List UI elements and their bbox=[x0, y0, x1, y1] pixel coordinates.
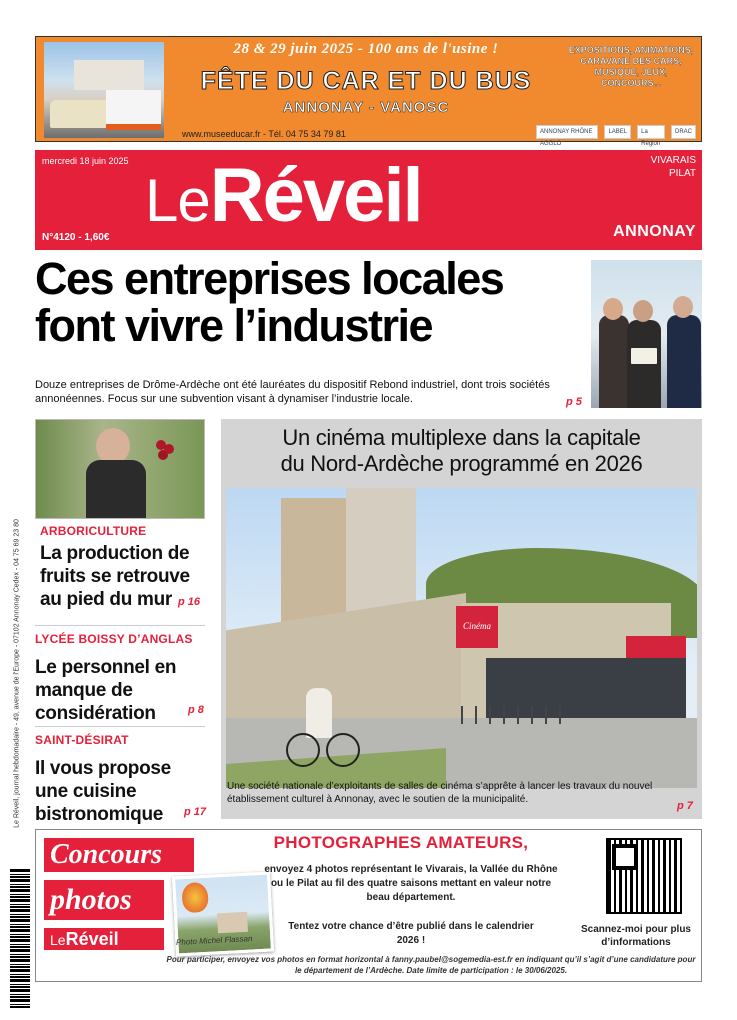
story-page-ref[interactable]: p 16 bbox=[178, 596, 201, 608]
story-headline[interactable]: La production de fruits se retrouve au pied du mur bbox=[40, 543, 190, 610]
cinema-headline bbox=[221, 425, 702, 477]
lead-headline-line1: Ces entreprises locales bbox=[35, 253, 504, 304]
cinema-caption: Une société nationale d’exploitants de salles de cinéma s’apprête à lancer les travaux du nouvel établissement culturel à Annonay, avec le soutien de la municipalité. bbox=[227, 781, 653, 805]
contest-title: PHOTOGRAPHES AMATEURS, bbox=[273, 833, 529, 852]
ad-city: ANNONAY - VANOSC bbox=[282, 99, 450, 116]
barcode bbox=[10, 868, 30, 1008]
award-photo bbox=[591, 260, 702, 408]
contest-rules: Pour participer, envoyez vos photos en format horizontal à fanny.paubel@sogemedia-est.fr en indiquant qu’il s’agit d’une candidature pour le département de l’Ardèche. Date limite de participation : le 30/06/2025. bbox=[166, 955, 696, 975]
contest-logo-photos: photos bbox=[44, 880, 164, 920]
cinema-story[interactable] bbox=[221, 419, 702, 819]
cinema-rendering: Cinéma bbox=[226, 488, 697, 788]
qr-code-icon[interactable] bbox=[606, 838, 682, 914]
region-vivarais: VIVARAIS bbox=[650, 155, 696, 166]
contest-logo-concours: Concours bbox=[44, 838, 194, 872]
publisher-info: Le Réveil, journal hebdomadaire - 49, avenue de l'Europe - 07102 Annonay Cedex - 04 75 69 23 80 bbox=[13, 519, 21, 828]
sponsor-logo: LABEL bbox=[604, 125, 631, 139]
divider bbox=[35, 726, 205, 727]
masthead bbox=[35, 150, 702, 250]
sponsor-logo: DRAC bbox=[671, 125, 696, 139]
logo-le: Le bbox=[50, 932, 66, 948]
lead-summary: Douze entreprises de Drôme-Ardèche ont été lauréates du dispositif Rebond industriel, dont trois sociétés annonéennes. Focus sur une subvention visant à dynamiser l’industrie locale. bbox=[35, 379, 550, 405]
story-page-ref[interactable]: p 8 bbox=[188, 704, 204, 716]
story-page-ref[interactable]: p 17 bbox=[184, 806, 207, 818]
region-label bbox=[651, 154, 696, 180]
lead-headline-line2: font vivre l’industrie bbox=[35, 300, 433, 351]
ad-date: 28 & 29 juin 2025 - 100 ans de l'usine ! bbox=[233, 41, 499, 57]
region-pilat: PILAT bbox=[668, 168, 696, 179]
logo-name: Réveil bbox=[65, 929, 119, 949]
photo-contest-ad[interactable] bbox=[35, 829, 702, 982]
story-kicker: ARBORICULTURE bbox=[40, 524, 147, 538]
story-headline[interactable]: Le personnel en manque de considération bbox=[35, 657, 177, 724]
ad-activities: EXPOSITIONS, ANIMATIONS, CARAVANE DES CARS, MUSIQUE, JEUX, CONCOURS... bbox=[568, 45, 694, 88]
qr-instructions: Scannez-moi pour plus d’informations bbox=[580, 924, 691, 948]
cinema-headline-line2: du Nord-Ardèche programmé en 2026 bbox=[280, 451, 643, 476]
photo-credit: Photo Michel Flassan bbox=[175, 934, 253, 947]
story-kicker: LYCÉE BOISSY D’ANGLAS bbox=[35, 632, 193, 646]
lead-page-ref[interactable]: p 5 bbox=[566, 396, 582, 408]
sponsor-logo: La Région bbox=[637, 125, 665, 139]
divider bbox=[35, 625, 205, 626]
sponsor-logos bbox=[536, 125, 696, 147]
ad-title: FÊTE DU CAR ET DU BUS bbox=[200, 67, 532, 95]
cherry-orchard-photo bbox=[35, 419, 205, 519]
ad-website[interactable]: www.museeducar.fr - Tél. 04 75 34 79 81 bbox=[182, 129, 346, 139]
cinema-page-ref[interactable]: p 7 bbox=[677, 800, 693, 812]
issue-date: mercredi 18 juin 2025 bbox=[42, 156, 129, 166]
edition-name: ANNONAY bbox=[613, 223, 696, 240]
bus-photo bbox=[44, 42, 164, 138]
logo-name: Réveil bbox=[209, 153, 422, 238]
cinema-headline-line1: Un cinéma multiplexe dans la capitale bbox=[282, 425, 641, 450]
logo-le: Le bbox=[145, 167, 210, 234]
story-kicker: SAINT-DÉSIRAT bbox=[35, 733, 129, 747]
contest-call: Tentez votre chance d’être publié dans le calendrier 2026 ! bbox=[288, 921, 534, 946]
newspaper-logo[interactable] bbox=[145, 152, 422, 239]
contest-body: envoyez 4 photos représentant le Vivarais, la Vallée du Rhône ou le Pilat au fil des quatre saisons mettant en valeur notre beau département. bbox=[264, 864, 558, 903]
event-ad-banner[interactable] bbox=[35, 36, 702, 147]
contest-logo-reveil bbox=[44, 928, 164, 950]
lead-headline[interactable] bbox=[35, 255, 585, 349]
story-headline[interactable]: Il vous propose une cuisine bistronomique bbox=[35, 758, 171, 825]
issue-number-price: N°4120 - 1,60€ bbox=[42, 232, 110, 243]
sponsor-logo: ANNONAY RHÔNE AGGLO bbox=[536, 125, 598, 139]
